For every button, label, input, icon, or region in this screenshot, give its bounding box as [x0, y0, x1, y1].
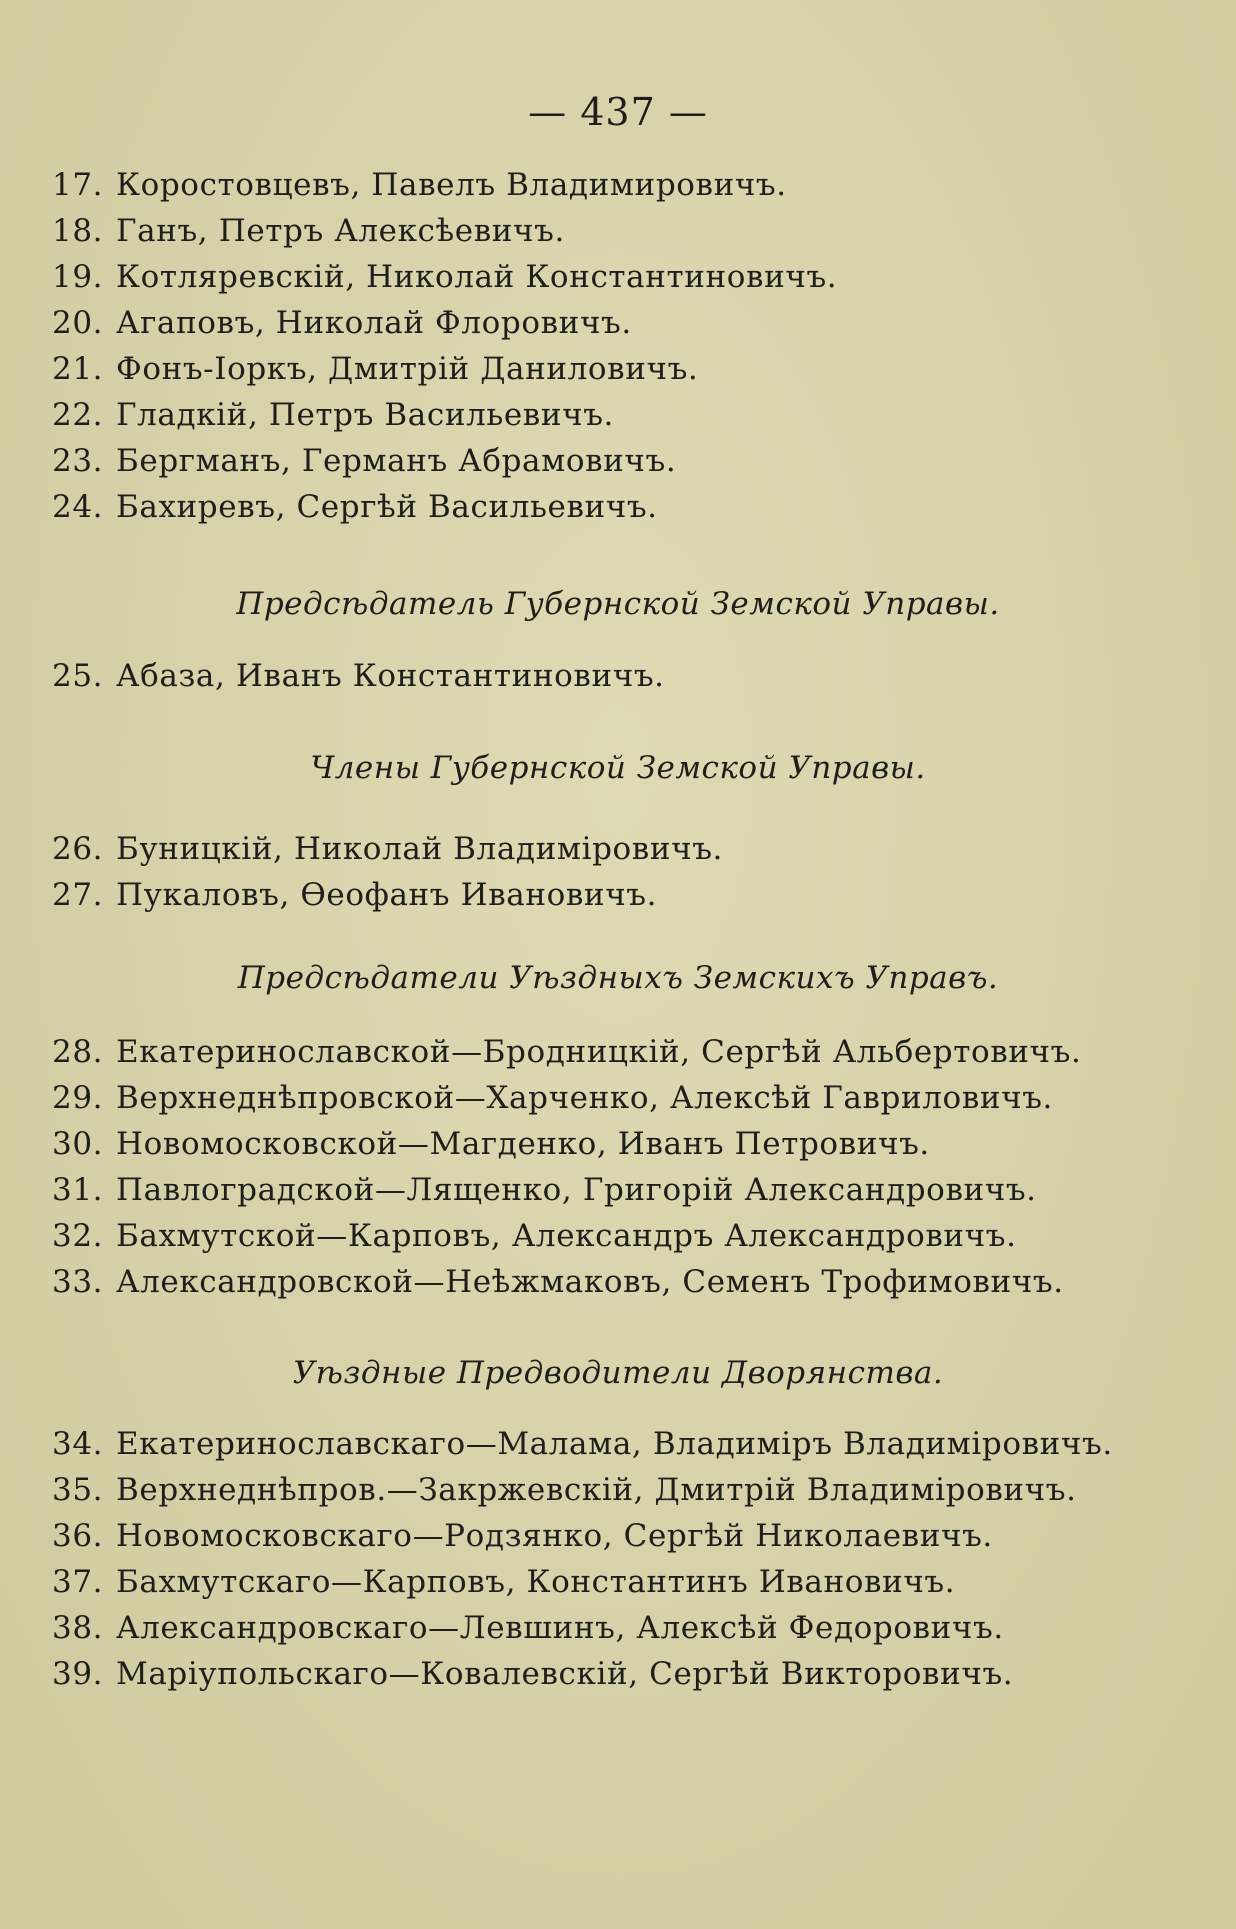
entry-number: 21.	[52, 351, 104, 387]
entry-number: 30.	[52, 1126, 104, 1162]
members-list-2	[52, 653, 1192, 699]
section-heading-nobility-marshals: Уѣздные Предводители Дворянства.	[292, 1355, 944, 1391]
members-list-4	[52, 1029, 1192, 1305]
list-item	[52, 208, 1192, 254]
list-item	[52, 1651, 1192, 1697]
list-item	[52, 484, 1192, 530]
entry-number: 26.	[52, 831, 104, 867]
list-item	[52, 254, 1192, 300]
list-item	[52, 1121, 1192, 1167]
entry-name: Буницкій, Николай Владиміровичъ.	[116, 831, 723, 867]
entry-name: Бергманъ, Германъ Абрамовичъ.	[116, 443, 677, 479]
entry-number: 32.	[52, 1218, 104, 1254]
list-item	[52, 872, 1192, 918]
entry-name: Агаповъ, Николай Флоровичъ.	[116, 305, 632, 341]
section-heading-gubernia-chairman: Предсѣдатель Губернской Земской Управы.	[236, 586, 1000, 622]
entry-number: 25.	[52, 658, 104, 694]
section-heading-uezd-chairmen: Предсѣдатели Уѣздныхъ Земскихъ Управъ.	[237, 960, 999, 996]
entry-number: 20.	[52, 305, 104, 341]
entry-number: 38.	[52, 1610, 104, 1646]
entry-name: Абаза, Иванъ Константиновичъ.	[116, 658, 665, 694]
entry-name: Фонъ-Іоркъ, Дмитрій Даниловичъ.	[116, 351, 699, 387]
entry-name: Пукаловъ, Ѳеофанъ Ивановичъ.	[116, 877, 658, 913]
list-item	[52, 653, 1192, 699]
members-list-1	[52, 162, 1192, 530]
entry-name: Новомосковскаго—Родзянко, Сергѣй Николаевичъ.	[116, 1518, 993, 1554]
entry-name: Екатеринославской—Бродницкій, Сергѣй Альбертовичъ.	[116, 1034, 1082, 1070]
page-number: — 437 —	[528, 90, 708, 134]
list-item	[52, 438, 1192, 484]
list-item	[52, 300, 1192, 346]
entry-name: Верхнеднѣпровской—Харченко, Алексѣй Гавриловичъ.	[116, 1080, 1054, 1116]
entry-number: 22.	[52, 397, 104, 433]
section-heading-gubernia-members: Члены Губернской Земской Управы.	[310, 750, 926, 786]
entry-number: 17.	[52, 167, 104, 203]
entry-number: 29.	[52, 1080, 104, 1116]
entry-number: 18.	[52, 213, 104, 249]
entry-name: Новомосковской—Магденко, Иванъ Петровичъ.	[116, 1126, 930, 1162]
list-item	[52, 392, 1192, 438]
entry-number: 37.	[52, 1564, 104, 1600]
list-item	[52, 1075, 1192, 1121]
entry-number: 31.	[52, 1172, 104, 1208]
list-item	[52, 1029, 1192, 1075]
list-item	[52, 1167, 1192, 1213]
entry-number: 39.	[52, 1656, 104, 1692]
list-item	[52, 1513, 1192, 1559]
entry-number: 33.	[52, 1264, 104, 1300]
entry-number: 24.	[52, 489, 104, 525]
entry-name: Павлоградской—Лященко, Григорій Александровичъ.	[116, 1172, 1037, 1208]
list-item	[52, 1467, 1192, 1513]
entry-number: 27.	[52, 877, 104, 913]
members-list-3	[52, 826, 1192, 918]
entry-name: Екатеринославскаго—Малама, Владиміръ Владиміровичъ.	[116, 1426, 1113, 1462]
list-item	[52, 162, 1192, 208]
entry-number: 23.	[52, 443, 104, 479]
list-item	[52, 1259, 1192, 1305]
entry-name: Бахиревъ, Сергѣй Васильевичъ.	[116, 489, 658, 525]
entry-name: Бахмутскаго—Карповъ, Константинъ Ивановичъ.	[116, 1564, 956, 1600]
entry-name: Бахмутской—Карповъ, Александръ Александровичъ.	[116, 1218, 1017, 1254]
entry-name: Верхнеднѣпров.—Закржевскій, Дмитрій Владиміровичъ.	[116, 1472, 1077, 1508]
entry-name: Ганъ, Петръ Алексѣевичъ.	[116, 213, 565, 249]
list-item	[52, 1213, 1192, 1259]
entry-name: Александровскаго—Левшинъ, Алексѣй Федоровичъ.	[116, 1610, 1004, 1646]
entry-name: Маріупольскаго—Ковалевскій, Сергѣй Викторовичъ.	[116, 1656, 1014, 1692]
entry-number: 36.	[52, 1518, 104, 1554]
list-item	[52, 1559, 1192, 1605]
entry-name: Котляревскій, Николай Константиновичъ.	[116, 259, 838, 295]
list-item	[52, 1605, 1192, 1651]
entry-name: Александровской—Неѣжмаковъ, Семенъ Трофимовичъ.	[116, 1264, 1064, 1300]
entry-name: Коростовцевъ, Павелъ Владимировичъ.	[116, 167, 787, 203]
list-item	[52, 346, 1192, 392]
entry-number: 35.	[52, 1472, 104, 1508]
entry-number: 19.	[52, 259, 104, 295]
entry-number: 28.	[52, 1034, 104, 1070]
list-item	[52, 826, 1192, 872]
list-item	[52, 1421, 1192, 1467]
entry-name: Гладкій, Петръ Васильевичъ.	[116, 397, 614, 433]
entry-number: 34.	[52, 1426, 104, 1462]
members-list-5	[52, 1421, 1192, 1697]
